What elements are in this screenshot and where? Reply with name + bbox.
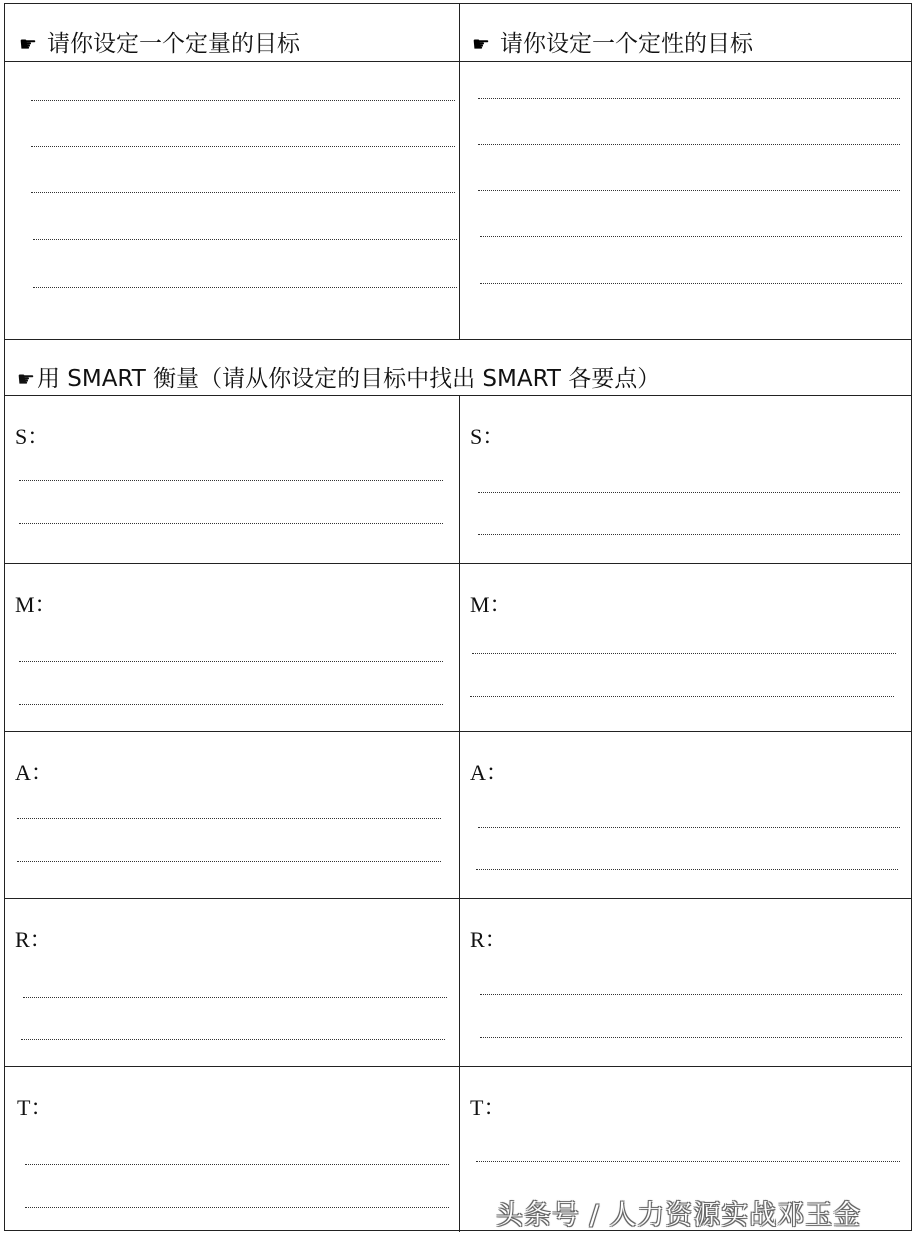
writing-line [478,827,900,828]
letter-m-label: M： [15,592,57,617]
letter-r-label: R： [15,927,52,952]
letter-s-label: S： [470,424,505,449]
writing-line [472,653,896,654]
writing-line [31,146,455,147]
writing-line [480,994,902,995]
writing-line [478,144,900,145]
letter-t-label: T： [17,1095,53,1120]
quantitative-m-cell[interactable] [5,564,460,731]
quantitative-t-cell[interactable] [5,1067,460,1232]
pointing-hand-icon: ☛ [17,367,35,391]
writing-line [480,1037,902,1038]
writing-line [31,192,455,193]
writing-line [21,1039,445,1040]
quantitative-goal-title: 请你设定一个定量的目标 [46,31,300,57]
letter-m-label: M： [470,592,512,617]
writing-line [25,1207,449,1208]
writing-line [19,480,443,481]
letter-r-label: R： [470,927,507,952]
qualitative-a-cell[interactable] [460,732,911,898]
watermark-text: 头条号 / 人力资源实战邓玉金 [496,1200,862,1231]
qualitative-goal-header [460,4,911,61]
writing-line [23,997,447,998]
writing-line [476,1161,900,1162]
pointing-hand-icon: ☛ [19,32,37,56]
qualitative-m-cell[interactable] [460,564,911,731]
writing-line [478,534,900,535]
qualitative-goal-title: 请你设定一个定性的目标 [499,31,753,57]
writing-line [33,287,457,288]
quantitative-s-cell[interactable] [5,396,460,563]
writing-line [480,236,902,237]
quantitative-r-cell[interactable] [5,899,460,1066]
writing-line [19,523,443,524]
letter-t-label: T： [470,1095,506,1120]
qualitative-r-cell[interactable] [460,899,911,1066]
writing-line [33,239,457,240]
quantitative-a-cell[interactable] [5,732,460,898]
qualitative-s-cell[interactable] [460,396,911,563]
goal-worksheet [4,3,912,1231]
quantitative-goal-area[interactable] [5,62,460,339]
smart-row-m [5,564,911,732]
letter-s-label: S： [15,424,50,449]
smart-row-r [5,899,911,1067]
writing-line [31,100,455,101]
smart-title: 用 SMART 衡量（请从你设定的目标中找出 SMART 各要点） [36,366,661,392]
writing-line [17,818,441,819]
writing-line [480,283,902,284]
writing-line [478,190,900,191]
smart-row-s [5,396,911,564]
writing-line [478,492,900,493]
writing-line [476,869,898,870]
writing-line [19,704,443,705]
smart-row-a [5,732,911,899]
letter-a-label: A： [470,760,508,785]
smart-title-row [5,340,911,396]
smart-title-cell [5,340,911,395]
quantitative-goal-header [5,4,460,61]
writing-line [470,696,894,697]
goal-writing-row [5,62,911,340]
header-row [5,4,911,62]
letter-a-label: A： [15,760,53,785]
writing-line [19,661,443,662]
pointing-hand-icon: ☛ [472,32,490,56]
qualitative-goal-area[interactable] [460,62,911,339]
writing-line [478,98,900,99]
writing-line [17,861,441,862]
writing-line [25,1164,449,1165]
